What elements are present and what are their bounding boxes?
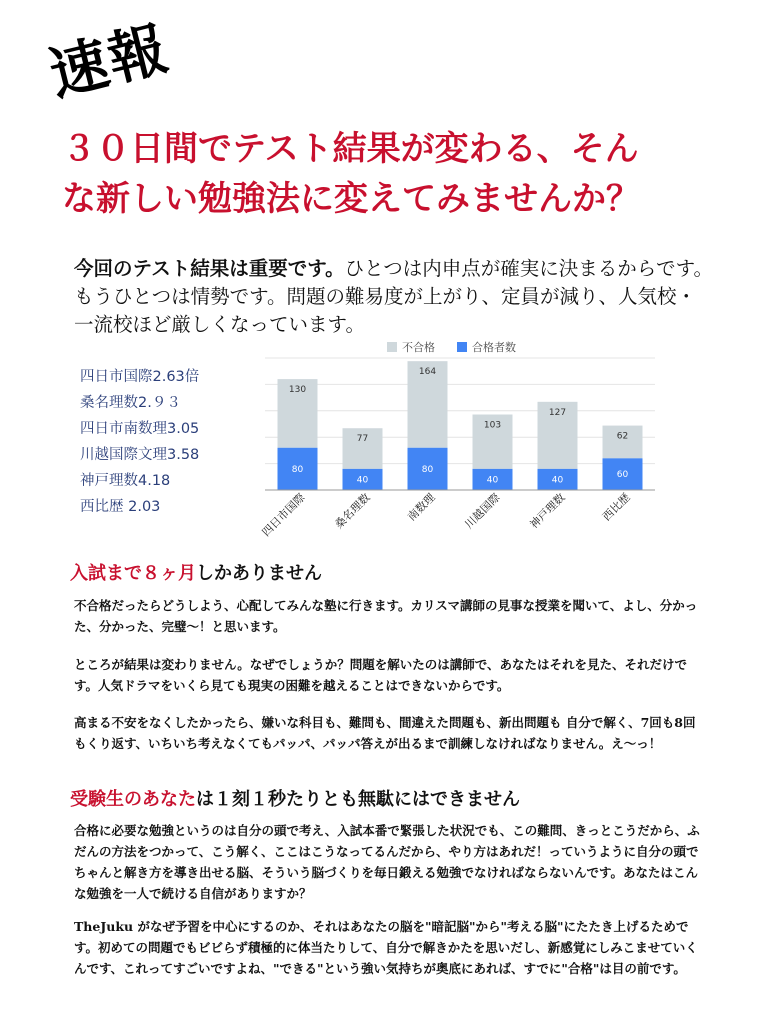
category-label: 西比歴 bbox=[600, 490, 633, 524]
ratio-item: 西比歴 2.03 bbox=[80, 499, 161, 515]
category-label: 神戸理数 bbox=[527, 490, 568, 532]
section2-heading-red: 受験生のあなた bbox=[70, 789, 196, 810]
section1-heading bbox=[70, 562, 322, 586]
pass-fail-chart bbox=[255, 336, 675, 546]
intro-bold: 今回のテスト結果は重要です。 bbox=[74, 257, 345, 280]
legend-swatch bbox=[387, 342, 397, 352]
legend-label: 不合格 bbox=[402, 341, 435, 354]
section1-paragraph-1: 不合格だったらどうしよう、心配してみんな塾に行きます。カリスマ講師の見事な授業を聞いて、よし、分かった、分かった、完璧～！と思います。 bbox=[74, 598, 698, 634]
ratio-list bbox=[80, 364, 199, 520]
data-label-pass: 80 bbox=[291, 464, 304, 475]
section2-paragraph-2: TheJuku がなぜ予習を中心にするのか、それはあなたの脳を"暗記脳"から"考える脳"にたたき上げるためです。初めての問題でもビビらず積極的に体当たりして、自分で解きかたを思いだし、新感覚にしみこませていくんです、これってすごいですよね、"できる"という強い気持ちが奥底にあれば、すでに"合格"は目の前です。 bbox=[74, 919, 698, 976]
section1-heading-red: 入試まで８ヶ月 bbox=[70, 563, 196, 584]
data-label-fail: 103 bbox=[483, 420, 502, 431]
headline bbox=[62, 124, 722, 224]
headline-line-2: な新しい勉強法に変えてみませんか？ bbox=[62, 179, 640, 219]
data-label-fail: 164 bbox=[418, 367, 437, 378]
section2-heading bbox=[70, 788, 520, 812]
data-label-fail: 62 bbox=[616, 431, 629, 442]
data-label-pass: 80 bbox=[421, 464, 434, 475]
ratio-item: 川越国際文理3.58 bbox=[80, 447, 200, 463]
data-label-pass: 40 bbox=[356, 475, 369, 486]
section1-paragraph-3: 高まる不安をなくしたかったら、嫌いな科目も、難問も、間違えた問題も、新出問題も 自分で解く、7回も8回もくり返す、いちいち考えなくてもパッパ、パッパ答えが出るまで訓練しなければなりません。え～っ！ bbox=[74, 715, 696, 751]
section2-paragraph-1: 合格に必要な勉強というのは自分の頭で考え、入試本番で緊張した状況でも、この難問、きっとこうだから、ふだんの方法をつかって、こう解く、ここはこうなってるんだから、やり方はあれだ！っていうように自分の頭でちゃんと解き方を導き出せる脳、そういう脳づくりを毎日鍛える勉強でなければならないんです。あなたはこんな勉強を一人で続ける自信がありますか？ bbox=[74, 823, 700, 901]
legend-swatch bbox=[457, 342, 467, 352]
data-label-pass: 40 bbox=[551, 475, 564, 486]
category-label: 川越国際 bbox=[462, 490, 503, 532]
category-label: 桑名理数 bbox=[332, 490, 373, 532]
headline-line-1: ３０日間でテスト結果が変わる、そん bbox=[62, 129, 639, 169]
intro-rest: ひとつは内申点が確実に決まるからです。もうひとつは情勢です。問題の難易度が上がり、定員が減り、人気校・一流校ほど厳しくなっています。 bbox=[74, 257, 714, 336]
data-label-pass: 40 bbox=[486, 475, 499, 486]
data-label-fail: 77 bbox=[356, 434, 369, 445]
section1-paragraph-2: ところが結果は変わりません。なぜでしょうか？問題を解いたのは講師で、あなたはそれを見た、それだけです。人気ドラマをいくら見ても現実の困難を越えることはできないからです。 bbox=[74, 657, 688, 693]
ratio-item: 神戸理数4.18 bbox=[80, 473, 171, 489]
section2-heading-rest: は１刻１秒たりとも無駄にはできません bbox=[196, 789, 520, 810]
bar-fail bbox=[603, 426, 643, 459]
intro-paragraph bbox=[74, 255, 714, 339]
section1-heading-rest: しかありません bbox=[196, 563, 322, 584]
data-label-fail: 130 bbox=[288, 385, 307, 396]
ratio-item: 桑名理数2.９３ bbox=[80, 395, 181, 411]
data-label-pass: 60 bbox=[616, 470, 629, 481]
ratio-item: 四日市国際2.63倍 bbox=[80, 369, 200, 385]
legend-label: 合格者数 bbox=[472, 341, 516, 354]
stamp-text: 速報 bbox=[42, 13, 176, 109]
data-label-fail: 127 bbox=[548, 407, 567, 418]
category-label: 南数理 bbox=[405, 490, 438, 524]
category-label: 四日市国際 bbox=[259, 490, 308, 540]
ratio-item: 四日市南数理3.05 bbox=[80, 421, 200, 437]
